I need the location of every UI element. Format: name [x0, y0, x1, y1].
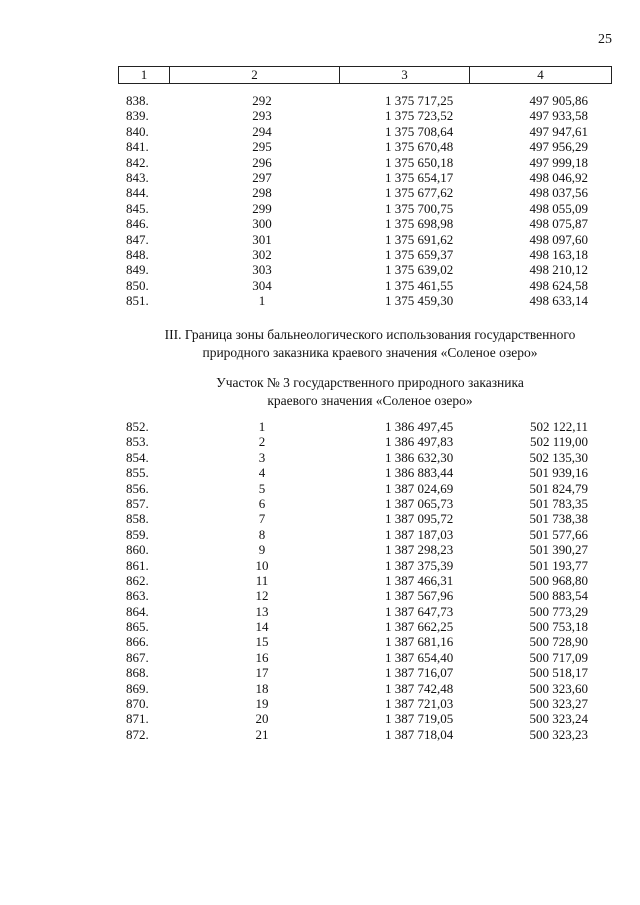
- point-number: 297: [252, 169, 272, 185]
- coordinate-x: 1 375 459,30: [385, 293, 454, 309]
- table-row: [0, 481, 640, 496]
- coordinate-x: 1 386 632,30: [385, 449, 454, 465]
- coordinate-y: 501 738,38: [529, 511, 588, 527]
- coordinate-x: 1 387 742,48: [385, 680, 454, 696]
- coordinate-x: 1 387 718,04: [385, 726, 454, 742]
- coordinate-y: 500 968,80: [529, 572, 588, 588]
- coordinate-x: 1 375 698,98: [385, 216, 454, 232]
- coordinate-y: 500 728,90: [529, 634, 588, 650]
- coordinate-x: 1 375 639,02: [385, 262, 454, 278]
- row-number: 871.: [126, 711, 149, 727]
- coordinate-x: 1 387 654,40: [385, 649, 454, 665]
- coordinate-x: 1 375 708,64: [385, 123, 454, 139]
- point-number: 3: [258, 449, 266, 465]
- coordinate-y: 500 323,27: [529, 696, 588, 712]
- table-row: [0, 558, 640, 573]
- coordinate-y: 497 933,58: [529, 108, 588, 124]
- coordinate-x: 1 387 375,39: [385, 557, 454, 573]
- coordinate-x: 1 387 187,03: [385, 526, 454, 542]
- row-number: 846.: [126, 216, 149, 232]
- row-number: 850.: [126, 277, 149, 293]
- coordinate-y: 498 633,14: [529, 293, 588, 309]
- row-number: 842.: [126, 154, 149, 170]
- point-number: 4: [258, 465, 266, 481]
- table-row: [0, 542, 640, 557]
- table-row: [0, 293, 640, 308]
- row-number: 872.: [126, 726, 149, 742]
- coordinate-y: 501 390,27: [529, 542, 588, 558]
- row-number: 848.: [126, 246, 149, 262]
- coordinate-x: 1 387 095,72: [385, 511, 454, 527]
- table-row: [0, 124, 640, 139]
- point-number: 2: [258, 434, 266, 450]
- point-number: 13: [255, 603, 269, 619]
- table-row: [0, 139, 640, 154]
- point-number: 304: [252, 277, 272, 293]
- coordinate-y: 501 824,79: [529, 480, 588, 496]
- table-row: [0, 619, 640, 634]
- coordinate-x: 1 387 298,23: [385, 542, 454, 558]
- point-number: 296: [252, 154, 272, 170]
- row-number: 863.: [126, 588, 149, 604]
- column-header-3: 3: [339, 67, 469, 83]
- row-number: 838.: [126, 93, 149, 108]
- row-number: 869.: [126, 680, 149, 696]
- sub-heading-line-1: Участок № 3 государственного природного заказника: [216, 375, 524, 390]
- section-heading: [0, 326, 640, 362]
- row-number: 855.: [126, 465, 149, 481]
- table-row: [0, 262, 640, 277]
- table-row: [0, 450, 640, 465]
- coordinate-y: 502 122,11: [529, 419, 588, 434]
- point-number: 293: [252, 108, 272, 124]
- table-row: [0, 711, 640, 726]
- coordinate-y: 498 037,56: [529, 185, 588, 201]
- table-row: [0, 727, 640, 742]
- section-heading-line-2: природного заказника краевого значения «Соленое озеро»: [202, 345, 538, 360]
- row-number: 859.: [126, 526, 149, 542]
- point-number: 17: [255, 665, 269, 681]
- point-number: 11: [255, 572, 269, 588]
- point-number: 10: [255, 557, 269, 573]
- point-number: 294: [252, 123, 272, 139]
- point-number: 298: [252, 185, 272, 201]
- row-number: 856.: [126, 480, 149, 496]
- coordinate-y: 498 046,92: [529, 169, 588, 185]
- coordinate-y: 502 119,00: [529, 434, 588, 450]
- coordinate-x: 1 387 721,03: [385, 696, 454, 712]
- row-number: 864.: [126, 603, 149, 619]
- point-number: 300: [252, 216, 272, 232]
- coordinate-x: 1 387 647,73: [385, 603, 454, 619]
- row-number: 845.: [126, 200, 149, 216]
- coordinate-y: 497 956,29: [529, 139, 588, 155]
- coordinate-x: 1 387 466,31: [385, 572, 454, 588]
- coordinate-x: 1 387 024,69: [385, 480, 454, 496]
- row-number: 839.: [126, 108, 149, 124]
- row-number: 868.: [126, 665, 149, 681]
- point-number: 6: [258, 495, 266, 511]
- coordinate-x: 1 387 681,16: [385, 634, 454, 650]
- table-row: [0, 511, 640, 526]
- coordinate-y: 500 753,18: [529, 619, 588, 635]
- row-number: 852.: [126, 419, 149, 434]
- point-number: 295: [252, 139, 272, 155]
- table-row: [0, 170, 640, 185]
- row-number: 853.: [126, 434, 149, 450]
- coordinate-y: 501 939,16: [529, 465, 588, 481]
- table-row: [0, 527, 640, 542]
- row-number: 867.: [126, 649, 149, 665]
- coordinate-x: 1 386 497,45: [385, 419, 454, 434]
- row-number: 857.: [126, 495, 149, 511]
- table-row: [0, 216, 640, 231]
- coordinate-x: 1 375 723,52: [385, 108, 454, 124]
- table-row: [0, 588, 640, 603]
- coordinate-y: 497 947,61: [529, 123, 588, 139]
- coordinate-x: 1 375 654,17: [385, 169, 454, 185]
- coordinate-x: 1 386 883,44: [385, 465, 454, 481]
- coordinate-x: 1 375 659,37: [385, 246, 454, 262]
- coordinate-x: 1 375 677,62: [385, 185, 454, 201]
- coordinates-table-part-2: [0, 419, 640, 742]
- row-number: 851.: [126, 293, 149, 309]
- coordinate-y: 498 163,18: [529, 246, 588, 262]
- coordinate-y: 498 055,09: [529, 200, 588, 216]
- row-number: 847.: [126, 231, 149, 247]
- coordinate-x: 1 375 691,62: [385, 231, 454, 247]
- point-number: 301: [252, 231, 272, 247]
- column-header-2: 2: [169, 67, 339, 83]
- coordinate-y: 500 883,54: [529, 588, 588, 604]
- table-header: [118, 66, 612, 84]
- row-number: 841.: [126, 139, 149, 155]
- coordinate-y: 500 323,23: [529, 726, 588, 742]
- row-number: 862.: [126, 572, 149, 588]
- coordinate-y: 501 193,77: [529, 557, 588, 573]
- row-number: 849.: [126, 262, 149, 278]
- column-header-4: 4: [469, 67, 611, 83]
- table-row: [0, 573, 640, 588]
- point-number: 16: [255, 649, 269, 665]
- coordinate-y: 500 323,60: [529, 680, 588, 696]
- point-number: 7: [258, 511, 266, 527]
- table-row: [0, 634, 640, 649]
- coordinate-y: 502 135,30: [529, 449, 588, 465]
- point-number: 303: [252, 262, 272, 278]
- coordinate-y: 497 905,86: [529, 93, 588, 108]
- table-row: [0, 419, 640, 434]
- table-row: [0, 108, 640, 123]
- row-number: 861.: [126, 557, 149, 573]
- table-row: [0, 665, 640, 680]
- point-number: 292: [252, 93, 272, 108]
- point-number: 1: [258, 419, 266, 434]
- coordinate-y: 501 783,35: [529, 495, 588, 511]
- table-row: [0, 93, 640, 108]
- coordinate-x: 1 387 719,05: [385, 711, 454, 727]
- table-row: [0, 201, 640, 216]
- coordinate-y: 500 518,17: [529, 665, 588, 681]
- page-number: 25: [598, 32, 612, 47]
- point-number: 9: [258, 542, 266, 558]
- table-row: [0, 696, 640, 711]
- coordinate-x: 1 375 700,75: [385, 200, 454, 216]
- row-number: 860.: [126, 542, 149, 558]
- coordinate-x: 1 387 065,73: [385, 495, 454, 511]
- coordinate-x: 1 375 650,18: [385, 154, 454, 170]
- coordinate-x: 1 375 717,25: [385, 93, 454, 108]
- point-number: 5: [258, 480, 266, 496]
- row-number: 866.: [126, 634, 149, 650]
- row-number: 858.: [126, 511, 149, 527]
- point-number: 18: [255, 680, 269, 696]
- table-row: [0, 681, 640, 696]
- coordinate-y: 498 075,87: [529, 216, 588, 232]
- coordinate-y: 500 773,29: [529, 603, 588, 619]
- point-number: 1: [258, 293, 266, 309]
- coordinate-y: 498 624,58: [529, 277, 588, 293]
- point-number: 19: [255, 696, 269, 712]
- coordinate-x: 1 375 670,48: [385, 139, 454, 155]
- column-header-1: 1: [140, 67, 148, 82]
- point-number: 20: [255, 711, 269, 727]
- row-number: 840.: [126, 123, 149, 139]
- point-number: 302: [252, 246, 272, 262]
- sub-heading: [0, 374, 640, 410]
- coordinate-y: 500 323,24: [529, 711, 588, 727]
- coordinate-x: 1 387 716,07: [385, 665, 454, 681]
- table-row: [0, 496, 640, 511]
- coordinate-y: 498 097,60: [529, 231, 588, 247]
- point-number: 12: [255, 588, 269, 604]
- row-number: 870.: [126, 696, 149, 712]
- point-number: 15: [255, 634, 269, 650]
- coordinate-y: 500 717,09: [529, 649, 588, 665]
- coordinates-table-part-1: [0, 93, 640, 308]
- point-number: 14: [255, 619, 269, 635]
- point-number: 299: [252, 200, 272, 216]
- coordinate-x: 1 387 567,96: [385, 588, 454, 604]
- row-number: 865.: [126, 619, 149, 635]
- section-heading-line-1: III. Граница зоны бальнеологического использования государственного: [164, 327, 576, 342]
- coordinate-y: 497 999,18: [529, 154, 588, 170]
- coordinate-x: 1 386 497,83: [385, 434, 454, 450]
- coordinate-y: 501 577,66: [529, 526, 588, 542]
- coordinate-x: 1 387 662,25: [385, 619, 454, 635]
- row-number: 844.: [126, 185, 149, 201]
- table-row: [0, 278, 640, 293]
- table-row: [0, 232, 640, 247]
- table-row: [0, 465, 640, 480]
- table-row: [0, 650, 640, 665]
- row-number: 843.: [126, 169, 149, 185]
- table-row: [0, 247, 640, 262]
- coordinate-x: 1 375 461,55: [385, 277, 454, 293]
- coordinate-y: 498 210,12: [529, 262, 588, 278]
- table-row: [0, 604, 640, 619]
- point-number: 8: [258, 526, 266, 542]
- table-row: [0, 185, 640, 200]
- table-row: [0, 155, 640, 170]
- table-row: [0, 434, 640, 449]
- point-number: 21: [255, 726, 269, 742]
- row-number: 854.: [126, 449, 149, 465]
- sub-heading-line-2: краевого значения «Соленое озеро»: [267, 393, 473, 408]
